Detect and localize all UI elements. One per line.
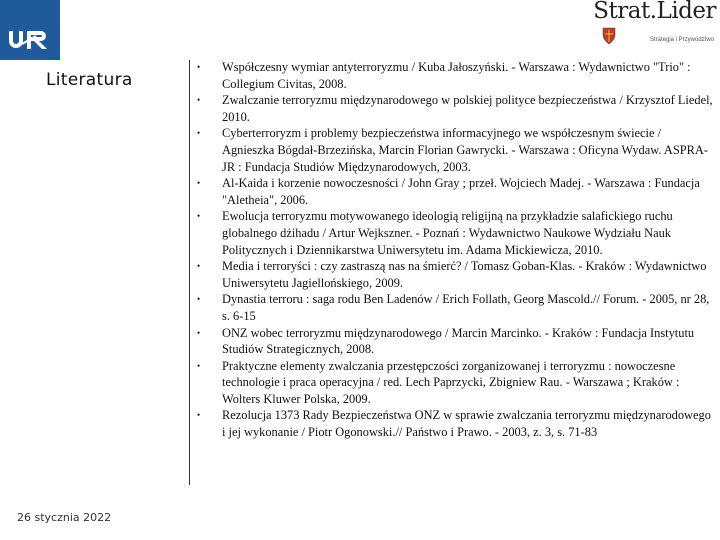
ur-logo-icon [0, 0, 60, 60]
reference-text: Ewolucja terroryzmu motywowanego ideologią religijną na przykładzie salafickiego ruchu globalnego dżihadu / Artur Wejkszner. - Poznań : Wydawnictwo Naukowe Wydziału Nauk Politycznych i Dziennikarstwa Uniwersytetu im. Adama Mickiewicza, 2010. [222, 209, 673, 257]
vertical-divider [189, 60, 190, 485]
footer-date: 26 stycznia 2022 [17, 511, 112, 524]
shield-emblem-icon [602, 27, 616, 45]
brand-name: Strat.Lider [593, 0, 716, 24]
bullet-icon: • [197, 360, 201, 371]
bullet-icon: • [197, 261, 201, 272]
section-title: Literatura [46, 70, 133, 90]
stratlider-logo [593, 0, 720, 50]
list-item [197, 258, 713, 291]
bullet-icon: • [197, 294, 201, 305]
bullet-icon: • [197, 95, 201, 106]
reference-text: Współczesny wymiar antyterroryzmu / Kuba Jałoszyński. - Warszawa : Wydawnictwo "Trio" : Collegium Civitas, 2008. [222, 60, 691, 91]
reference-text: ONZ wobec terroryzmu międzynarodowego / Marcin Marcinko. - Kraków : Fundacja Instytutu Studiów Strategicznych, 2008. [222, 325, 695, 357]
reference-text: Zwalczanie terroryzmu międzynarodowego w polskiej polityce bezpieczeństwa / Krzysztof Liedel, 2010. [222, 93, 713, 124]
bullet-icon: • [197, 410, 201, 421]
list-item [197, 92, 713, 125]
bullet-icon: • [197, 211, 201, 222]
reference-text: Rezolucja 1373 Rady Bezpieczeństwa ONZ w sprawie zwalczania terroryzmu międzynarodowego i jej wykonanie / Piotr Ogonowski.// Państwo i Prawo. - 2003, z. 3, s. 71-83 [222, 408, 711, 440]
reference-text: Dynastia terroru : saga rodu Ben Ladenów / Erich Follath, Georg Mascold.// Forum. - 2005, nr 28, s. 6-15 [222, 292, 710, 323]
list-item [197, 175, 713, 208]
bullet-icon: • [197, 62, 201, 72]
list-item [197, 358, 713, 408]
bullet-icon: • [197, 327, 201, 338]
bullet-icon: • [197, 128, 201, 139]
reference-text: Al-Kaida i korzenie nowoczesności / John Gray ; przeł. Wojciech Madej. - Warszawa : Fundacja "Aletheia", 2006. [222, 176, 700, 207]
list-item [197, 59, 713, 92]
list-item [197, 291, 713, 324]
bullet-icon: • [197, 178, 201, 189]
reference-list [197, 59, 713, 441]
list-item [197, 407, 713, 440]
reference-text: Cyberterroryzm i problemy bezpieczeństwa informacyjnego we współczesnym świecie / Agnieszka Bógdał-Brzezińska, Marcin Florian Gawrycki. - Warszawa : Oficyna Wydaw. ASPRA-JR : Fundacja Studiów Międzynarodowych, 2003. [222, 126, 708, 174]
reference-text: Praktyczne elementy zwalczania przestępczości zorganizowanej i terroryzmu : nowoczesne technologie i praca operacyjna / red. Lech Paprzycki, Zbigniew Rau. - Warszawa ; Kraków : Wolters Kluwer Polska, 2009. [222, 358, 680, 406]
brand-tagline: Strategia i Przywództwo [649, 37, 714, 43]
list-item [197, 325, 713, 358]
list-item [197, 208, 713, 258]
list-item [197, 125, 713, 175]
ur-logo [0, 0, 60, 60]
reference-text: Media i terroryści : czy zastraszą nas na śmierć? / Tomasz Goban-Klas. - Kraków : Wydawnictwo Uniwersytetu Jagiellońskiego, 2009. [222, 259, 707, 290]
